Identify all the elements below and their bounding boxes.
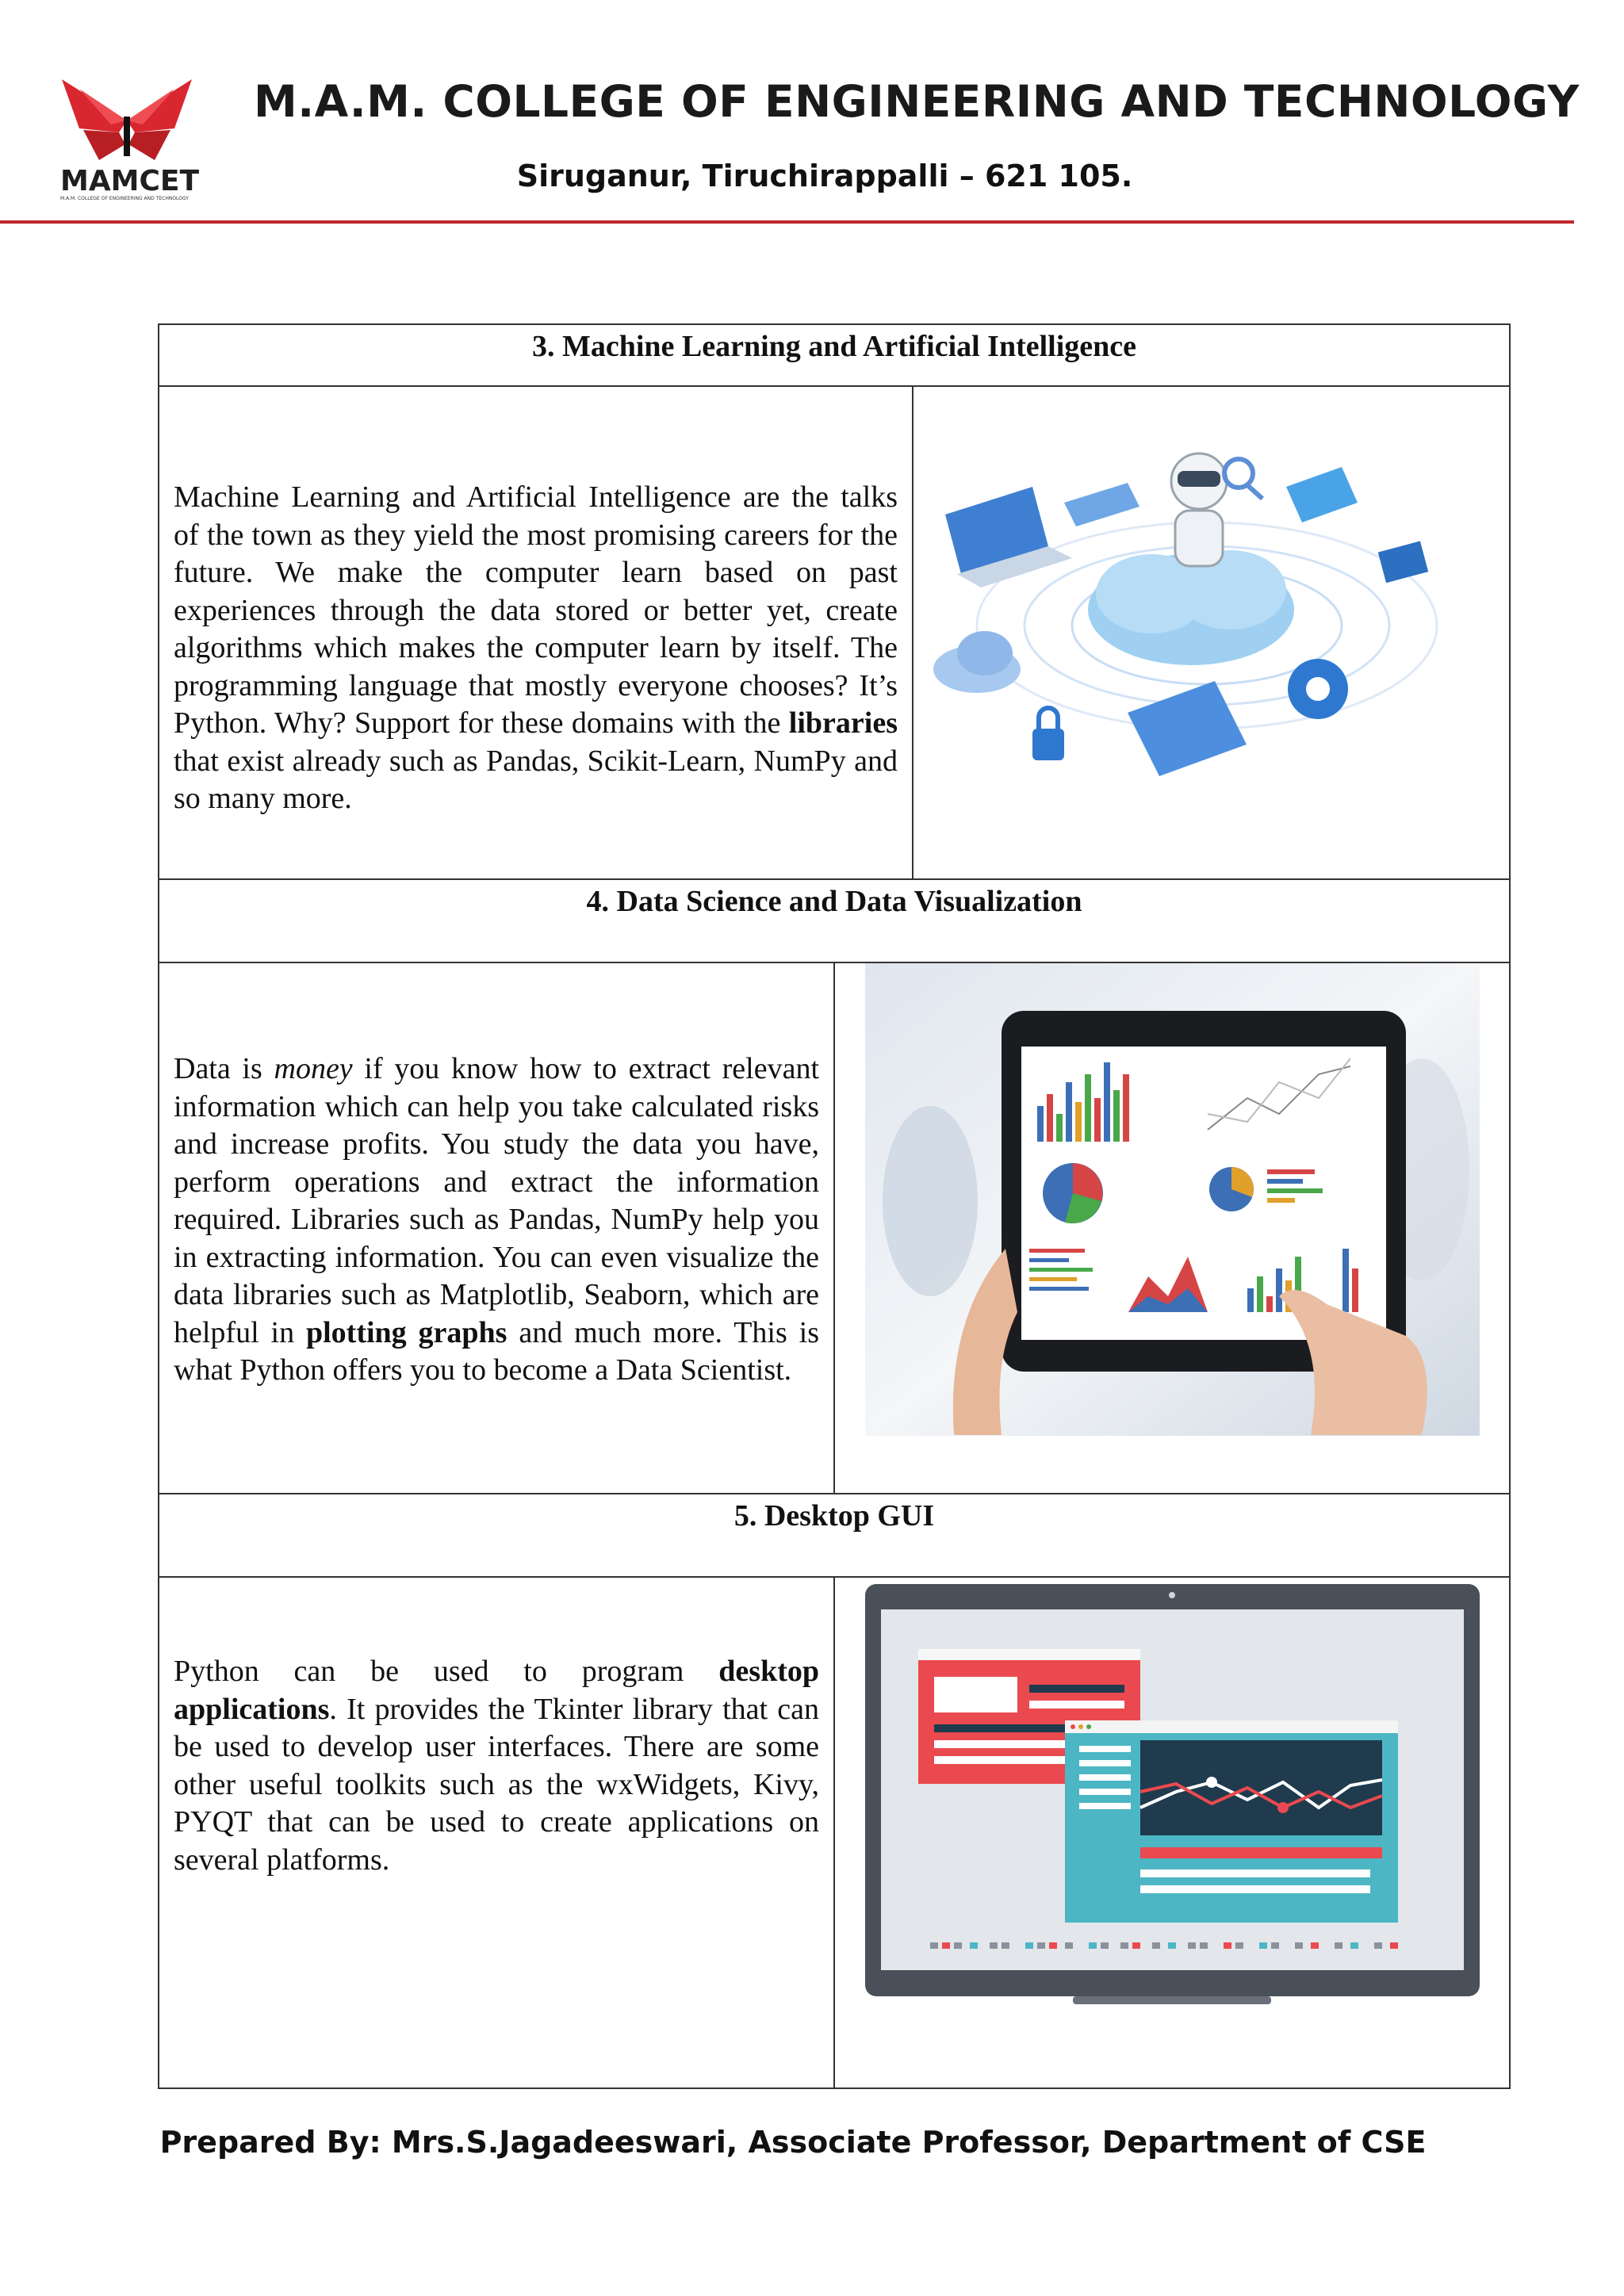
logo-text: MAMCET [60,165,200,197]
college-title: M.A.M. COLLEGE OF ENGINEERING AND TECHNOLOGY [254,76,1580,127]
content-table [158,323,1511,2089]
butterfly-icon [56,73,198,164]
section-header-row [159,879,1510,962]
section-header-row [159,324,1510,386]
section-text-cell [159,386,913,879]
section-body-row [159,386,1510,879]
body-text: Python can be used to program [174,1655,719,1688]
body-text: and much more. This is what Python offers you to become a Data Scientist. [174,1315,819,1387]
section-title-ml-ai [159,324,1510,386]
body-text: Machine Learning and Artificial Intelligence are the talks of the town as they yield the most promising careers for the future. We make the computer learn based on past experiences through the data stored or better yet, create algorithms which makes the computer learn by itself. The programming language that mostly everyone chooses? It’s Python. Why? Support for these domains with the [174,480,898,740]
section-body-ml-ai [159,447,912,818]
section-text-cell [159,1577,834,2088]
bold-term: desktop applications [174,1655,819,1726]
body-text: if you know how to extract relevant information which can help you take calculated risks and increase profits. You study the data you have, perform operations and extract the information required. Libraries such as Pandas, NumPy help you in extracting information. You can even visualize the data libraries such as Matplotlib, Seaborn, which are helpful in [174,1052,820,1349]
body-text: Data is [174,1052,274,1086]
section-body-data-science [159,1019,833,1437]
logo-subtext: M.A.M. COLLEGE OF ENGINEERING AND TECHNOLOGY [60,196,189,201]
section-title-text: 5. Desktop GUI [733,1499,935,1533]
laptop-gui-illustration [834,1577,1510,2088]
footer-prepared-by: Prepared By: Mrs.S.Jagadeeswari, Associate Professor, Department of CSE [159,2125,1427,2160]
section-body-desktop-gui [159,1578,833,1879]
college-address: Siruganur, Tiruchirappalli – 621 105. [516,159,1133,193]
section-title-text: 3. Machine Learning and Artificial Intelligence [531,330,1137,363]
section-title-data-science [159,879,1510,962]
ai-robot-illustration [913,386,1510,879]
body-text: that exist already such as Pandas, Scikit-Learn, NumPy and so many more. [174,744,898,816]
header-divider [0,220,1574,224]
section-text-cell [159,962,834,1494]
section-body-row [159,962,1510,1494]
section-title-text: 4. Data Science and Data Visualization [586,885,1082,918]
italic-term: money [274,1052,353,1086]
section-body-row [159,1577,1510,2088]
bold-term: plotting graphs [305,1315,508,1349]
tablet-charts-photo [834,962,1510,1494]
bold-term: libraries [788,706,898,740]
section-header-row [159,1494,1510,1577]
body-text: . It provides the Tkinter library that can be used to develop user interfaces. There are some other useful toolkits such as the wxWidgets, Kivy, PYQT that can be used to create applications on several platforms. [174,1692,819,1877]
section-title-desktop-gui [159,1494,1510,1577]
